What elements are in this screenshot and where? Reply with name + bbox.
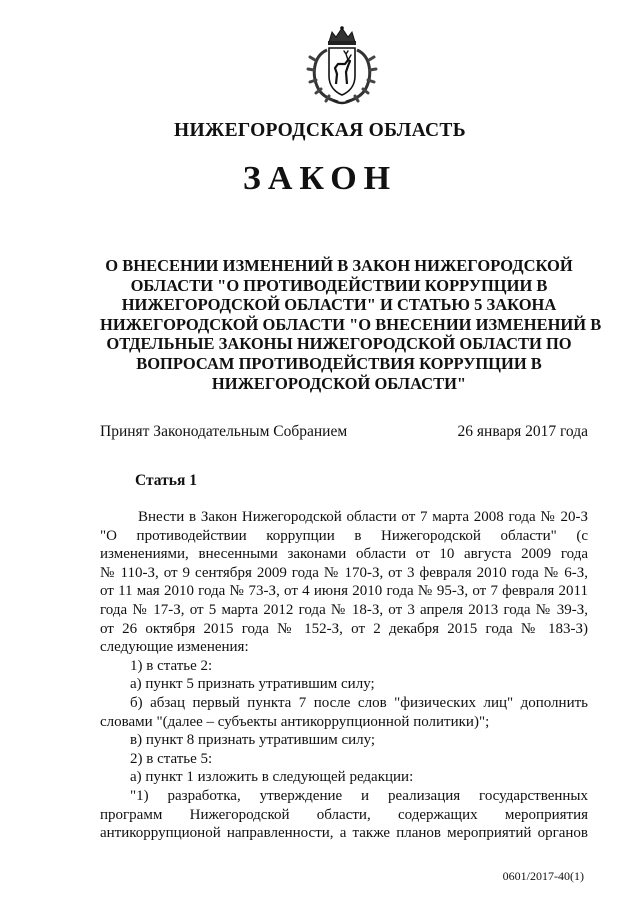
- document-code: 0601/2017-40(1): [502, 869, 584, 883]
- body-line: а) пункт 1 изложить в следующей редакции:: [130, 769, 414, 786]
- region-title: НИЖЕГОРОДСКАЯ ОБЛАСТЬ: [174, 120, 466, 141]
- body-line: б) абзац первый пункта 7 после слов "физических лиц" дополнить: [130, 694, 588, 711]
- subject-line: ОТДЕЛЬНЫЕ ЗАКОНЫ НИЖЕГОРОДСКОЙ ОБЛАСТИ ПО: [106, 334, 572, 354]
- body-line: изменениями, внесенными законами области от 10 августа 2009 года: [100, 546, 588, 563]
- coat-of-arms-emblem: [305, 24, 379, 106]
- subject-line: НИЖЕГОРОДСКОЙ ОБЛАСТИ" И СТАТЬЮ 5 ЗАКОНА: [121, 295, 557, 315]
- body-line: программ Нижегородской области, содержащих мероприятия: [100, 806, 588, 823]
- body-line: 2) в статье 5:: [130, 750, 213, 767]
- body-line: от 11 мая 2010 года № 73-З, от 4 июня 2010 года № 95-З, от 7 февраля 2011: [100, 583, 588, 600]
- article-body: [100, 508, 588, 843]
- body-line: антикоррупционой направленности, а также планов мероприятий органов: [100, 825, 588, 842]
- adoption-date: 26 января 2017 года: [457, 423, 588, 440]
- body-line: а) пункт 5 признать утратившим силу;: [130, 676, 375, 693]
- body-line: Внести в Закон Нижегородской области от 7 марта 2008 года № 20-З: [138, 509, 588, 525]
- body-line: словами "(далее – субъекты антикоррупционной политики)";: [100, 713, 490, 730]
- subject-line: О ВНЕСЕНИИ ИЗМЕНЕНИЙ В ЗАКОН НИЖЕГОРОДСКОЙ: [105, 256, 573, 275]
- adoption-label: Принят Законодательным Собранием: [100, 423, 348, 440]
- body-line: года № 17-З, от 5 марта 2012 года № 18-З, от 3 апреля 2013 года № 39-З,: [100, 601, 588, 618]
- body-line: от 26 октября 2015 года № 152-З, от 2 декабря 2015 года № 183-З): [100, 620, 588, 637]
- subject-line: ВОПРОСАМ ПРОТИВОДЕЙСТВИЯ КОРРУПЦИИ В: [136, 353, 542, 373]
- body-line: № 110-З, от 9 сентября 2009 года № 170-З, от 3 февраля 2010 года № 6-З,: [100, 564, 588, 581]
- subject-line: НИЖЕГОРОДСКОЙ ОБЛАСТИ "О ВНЕСЕНИИ ИЗМЕНЕНИЙ В: [100, 314, 602, 334]
- law-subject-title: [100, 256, 602, 393]
- document-type-title: ЗАКОН: [242, 160, 398, 197]
- body-line: в) пункт 8 признать утратившим силу;: [130, 732, 376, 749]
- body-line: 1) в статье 2:: [130, 657, 213, 674]
- body-line: "О противодействии коррупции в Нижегородской области" (с: [100, 527, 588, 544]
- subject-line: ОБЛАСТИ "О ПРОТИВОДЕЙСТВИИ КОРРУПЦИИ В: [130, 275, 548, 295]
- subject-line: НИЖЕГОРОДСКОЙ ОБЛАСТИ": [211, 373, 467, 393]
- body-line: следующие изменения:: [100, 639, 249, 656]
- body-line: "1) разработка, утверждение и реализация государственных: [130, 787, 588, 804]
- article-title: Статья 1: [135, 472, 197, 489]
